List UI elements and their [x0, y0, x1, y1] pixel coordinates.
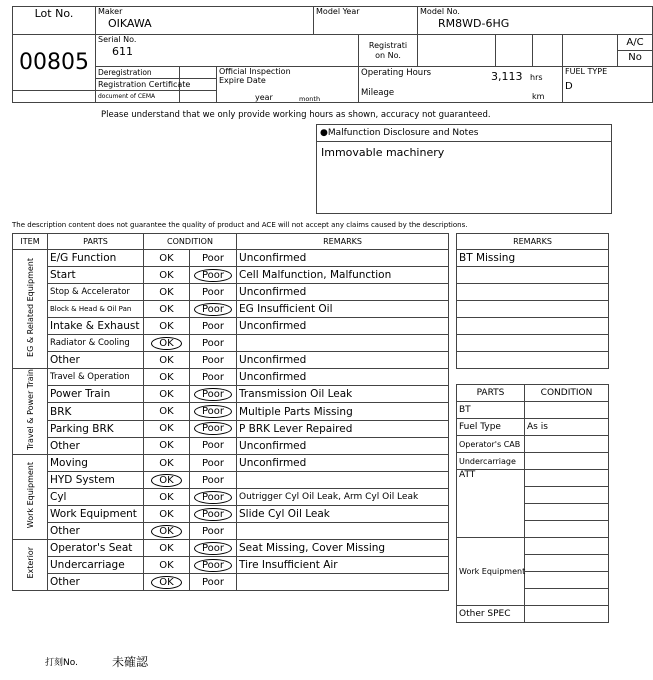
ok-label: OK [159, 303, 174, 315]
pc-att-value-2 [525, 487, 609, 504]
inspection-row [13, 455, 449, 472]
part-cell: HYD System [48, 472, 144, 489]
poor-cell [190, 250, 237, 267]
item-header: ITEM [13, 234, 48, 250]
remark-cell: Unconfirmed [237, 369, 449, 386]
registration-cell-1 [418, 35, 496, 67]
poor-cell [190, 335, 237, 352]
deregistration-value-cell [180, 67, 217, 79]
pc-part-cell: BT [457, 402, 525, 419]
ok-cell [144, 472, 190, 489]
part-cell: Start [48, 267, 144, 284]
poor-label: Poor [201, 252, 225, 264]
poor-cell [190, 472, 237, 489]
malfunction-title: ●Malfunction Disclosure and Notes [317, 125, 611, 142]
part-cell: Parking BRK [48, 420, 144, 437]
remark-cell: Unconfirmed [237, 352, 449, 369]
part-cell: Intake & Exhaust [48, 318, 144, 335]
inspection-row [13, 540, 449, 557]
part-cell: Operator's Seat [48, 540, 144, 557]
ok-label: OK [159, 491, 174, 503]
ok-cell [144, 352, 190, 369]
inspection-row [13, 437, 449, 454]
remark-cell: Cell Malfunction, Malfunction [237, 267, 449, 284]
malfunction-text: Immovable machinery [321, 146, 445, 159]
cema-value-cell [180, 91, 217, 103]
part-cell: Travel & Operation [48, 369, 144, 386]
parts-condition-table [456, 384, 609, 623]
ok-label: OK [151, 474, 181, 487]
ok-label: OK [159, 269, 174, 281]
lot-value: 00805 [19, 50, 89, 75]
part-cell: Moving [48, 455, 144, 472]
year-label: year [255, 93, 273, 102]
poor-label: Poor [201, 286, 225, 298]
part-cell: Other [48, 574, 144, 591]
poor-label: Poor [194, 508, 232, 521]
operating-hours-value: 3,113 [491, 70, 523, 83]
inspection-row [13, 386, 449, 403]
maker-value: OIKAWA [108, 17, 152, 30]
model-no-cell [418, 7, 653, 35]
poor-cell [190, 267, 237, 284]
category-cell [13, 455, 48, 540]
inspection-row [13, 250, 449, 267]
fuel-type-cell [563, 67, 653, 103]
pc-condition-cell [525, 453, 609, 470]
side-remarks-header: REMARKS [457, 234, 609, 250]
model-year-cell [314, 7, 418, 35]
poor-label: Poor [194, 269, 232, 282]
ok-label: OK [159, 406, 174, 417]
side-remarks-table [456, 233, 609, 369]
mileage-label: Mileage [361, 88, 395, 98]
inspection-table [12, 233, 449, 591]
remark-cell [237, 335, 449, 352]
poor-label: Poor [194, 491, 232, 504]
ok-cell [144, 557, 190, 574]
ok-cell [144, 335, 190, 352]
side-remark-cell: BT Missing [457, 250, 609, 267]
pc-condition-cell [525, 436, 609, 453]
pc-work-equipment-cell: Work Equipment [457, 538, 525, 606]
poor-label: Poor [201, 371, 225, 383]
poor-label: Poor [201, 525, 225, 537]
remark-cell: Unconfirmed [237, 318, 449, 335]
remark-cell [237, 574, 449, 591]
category-label: Work Equipment [25, 461, 35, 529]
inspection-row [13, 574, 449, 591]
part-cell: Undercarriage [48, 557, 144, 574]
registration-label-cell [359, 35, 418, 67]
pc-att-value-1 [525, 470, 609, 487]
pc-we-value-4 [525, 589, 609, 606]
part-cell: Block & Head & Oil Pan [48, 301, 144, 318]
ac-cell [618, 35, 653, 67]
side-remark-cell [457, 318, 609, 335]
ok-cell [144, 250, 190, 267]
remark-cell: Unconfirmed [237, 455, 449, 472]
malfunction-box [316, 124, 612, 214]
poor-label: Poor [201, 474, 225, 486]
ok-label: OK [159, 354, 174, 366]
ok-label: OK [159, 320, 174, 332]
inspection-row [13, 335, 449, 352]
ok-label: OK [159, 542, 174, 554]
deregistration-cell [96, 67, 180, 79]
poor-label: Poor [201, 440, 225, 452]
poor-label: Poor [194, 542, 232, 555]
poor-cell [190, 403, 237, 420]
model-no-value: RM8WD-6HG [438, 17, 510, 30]
poor-cell [190, 506, 237, 523]
pc-part-cell: Fuel Type [457, 419, 525, 436]
stamp-label: 打刻No. [45, 658, 78, 668]
pc-condition-cell [525, 402, 609, 419]
deregistration-label: Deregistration [98, 68, 152, 77]
inspection-row [13, 523, 449, 540]
disclaimer-text: The description content does not guarantee the quality of product and ACE will not accept any claims caused by the descriptions. [12, 221, 468, 229]
category-label: Exterior [25, 547, 35, 579]
poor-cell [190, 420, 237, 437]
ac-value: No [628, 52, 642, 63]
part-cell: Radiator & Cooling [48, 335, 144, 352]
ok-label: OK [159, 423, 174, 435]
ok-cell [144, 369, 190, 386]
inspection-cell [217, 67, 359, 103]
lot-value-cell [13, 35, 96, 91]
month-label: month [299, 95, 321, 103]
part-cell: Cyl [48, 489, 144, 506]
category-label: EG & Related Equipment [25, 257, 35, 357]
poor-cell [190, 386, 237, 403]
remarks-header: REMARKS [237, 234, 449, 250]
remark-cell: Transmission Oil Leak [237, 386, 449, 403]
ok-cell [144, 523, 190, 540]
registration-cell-3 [533, 35, 563, 67]
poor-cell [190, 557, 237, 574]
poor-label: Poor [201, 576, 225, 588]
ok-cell [144, 284, 190, 301]
part-cell: Stop & Accelerator [48, 284, 144, 301]
remark-cell: EG Insufficient Oil [237, 301, 449, 318]
pc-att-value-4 [525, 521, 609, 538]
maker-cell [96, 7, 314, 35]
notice-text: Please understand that we only provide working hours as shown, accuracy not guaranteed. [101, 110, 491, 120]
pc-other-spec-value [525, 606, 609, 623]
remark-cell: Unconfirmed [237, 437, 449, 454]
ok-cell [144, 437, 190, 454]
pc-part-cell: Undercarriage [457, 453, 525, 470]
remark-cell: Outrigger Cyl Oil Leak, Arm Cyl Oil Leak [237, 489, 449, 506]
remark-cell: Slide Cyl Oil Leak [237, 506, 449, 523]
inspection-row [13, 472, 449, 489]
remark-cell: P BRK Lever Repaired [237, 420, 449, 437]
part-cell: Work Equipment [48, 506, 144, 523]
remark-cell [237, 523, 449, 540]
poor-cell [190, 369, 237, 386]
poor-cell [190, 574, 237, 591]
part-cell: Other [48, 437, 144, 454]
condition-header: CONDITION [144, 234, 237, 250]
poor-cell [190, 489, 237, 506]
side-remark-cell [457, 267, 609, 284]
ok-label: OK [151, 337, 181, 350]
poor-label: Poor [201, 337, 225, 349]
remark-cell [237, 472, 449, 489]
poor-cell [190, 352, 237, 369]
poor-label: Poor [194, 303, 232, 316]
inspection-row [13, 301, 449, 318]
inspection-row [13, 403, 449, 420]
poor-label: Poor [194, 422, 232, 435]
poor-cell [190, 455, 237, 472]
inspection-row [13, 420, 449, 437]
pc-other-spec-cell: Other SPEC [457, 606, 525, 623]
inspection-row [13, 369, 449, 386]
inspection-label-2: Expire Date [219, 76, 266, 85]
inspection-row [13, 506, 449, 523]
side-remark-cell [457, 335, 609, 352]
category-cell [13, 369, 48, 455]
fuel-type-label: FUEL TYPE [565, 67, 608, 76]
pc-we-value-1 [525, 538, 609, 555]
lot-bottom-cell [13, 91, 96, 103]
pc-condition-header: CONDITION [525, 385, 609, 402]
operating-hours-label: Operating Hours [361, 68, 432, 78]
side-remark-cell [457, 352, 609, 369]
hrs-label: hrs [530, 73, 543, 82]
poor-cell [190, 284, 237, 301]
part-cell: Other [48, 352, 144, 369]
remark-cell: Unconfirmed [237, 250, 449, 267]
pc-part-cell: Operator's CAB [457, 436, 525, 453]
poor-label: Poor [194, 559, 232, 572]
ok-label: OK [159, 559, 174, 571]
ok-cell [144, 267, 190, 284]
cema-cell [96, 91, 180, 103]
remark-cell: Multiple Parts Missing [237, 403, 449, 420]
registration-label-2: on No. [375, 50, 401, 60]
model-no-label: Model No. [420, 7, 460, 16]
ok-label: OK [151, 576, 181, 589]
ok-label: OK [159, 440, 174, 452]
poor-cell [190, 318, 237, 335]
side-remark-cell [457, 284, 609, 301]
pc-we-value-2 [525, 555, 609, 572]
poor-label: Poor [194, 405, 232, 418]
ok-label: OK [159, 252, 174, 264]
ok-label: OK [151, 525, 181, 538]
poor-label: Poor [194, 388, 232, 401]
stamp-value: 未確認 [112, 655, 149, 669]
registration-cell-2 [496, 35, 533, 67]
poor-label: Poor [201, 320, 225, 332]
registration-cell-4 [563, 35, 618, 67]
serial-value: 611 [112, 45, 133, 58]
poor-cell [190, 301, 237, 318]
ok-label: OK [159, 388, 174, 400]
inspection-row [13, 557, 449, 574]
ac-label: A/C [618, 36, 652, 51]
ok-cell [144, 506, 190, 523]
pc-we-value-3 [525, 572, 609, 589]
pc-att-cell: ATT [457, 470, 525, 538]
parts-header: PARTS [48, 234, 144, 250]
poor-cell [190, 540, 237, 557]
inspection-row [13, 489, 449, 506]
inspection-row [13, 318, 449, 335]
remark-cell: Seat Missing, Cover Missing [237, 540, 449, 557]
remark-cell: Unconfirmed [237, 284, 449, 301]
inspection-label-1: Official Inspection [219, 67, 291, 76]
registration-label-1: Registrati [368, 40, 408, 50]
cema-label: document of CEMA [98, 93, 156, 100]
remark-cell: Tire Insufficient Air [237, 557, 449, 574]
serial-label: Serial No. [98, 35, 137, 44]
ok-cell [144, 318, 190, 335]
lot-label-cell [13, 7, 96, 35]
poor-cell [190, 523, 237, 540]
ok-cell [144, 489, 190, 506]
part-cell: Power Train [48, 386, 144, 403]
serial-cell [96, 35, 359, 67]
side-remark-cell [457, 301, 609, 318]
ok-cell [144, 455, 190, 472]
fuel-type-value: D [565, 81, 573, 92]
ok-cell [144, 574, 190, 591]
registration-certificate-cell [96, 79, 191, 91]
ok-cell [144, 403, 190, 420]
ok-cell [144, 540, 190, 557]
ok-label: OK [159, 457, 174, 469]
pc-parts-header: PARTS [457, 385, 525, 402]
ok-cell [144, 420, 190, 437]
poor-cell [190, 437, 237, 454]
pc-condition-cell: As is [525, 419, 609, 436]
poor-label: Poor [201, 457, 225, 469]
header-table [12, 6, 653, 103]
maker-label: Maker [98, 7, 123, 16]
ok-label: OK [159, 371, 174, 383]
part-cell: Other [48, 523, 144, 540]
inspection-row [13, 284, 449, 301]
ok-label: OK [159, 286, 174, 298]
inspection-row [13, 267, 449, 284]
lot-label: Lot No. [34, 7, 74, 20]
pc-att-value-3 [525, 504, 609, 521]
part-cell: BRK [48, 403, 144, 420]
inspection-row [13, 352, 449, 369]
category-label: Travel & Power Train [25, 369, 35, 451]
km-label: km [532, 92, 545, 101]
model-year-label: Model Year [316, 7, 360, 16]
category-cell [13, 540, 48, 591]
poor-label: Poor [201, 354, 225, 366]
ok-label: OK [159, 508, 174, 520]
ok-cell [144, 386, 190, 403]
part-cell: E/G Function [48, 250, 144, 267]
registration-certificate-label: Registration Certificate [98, 80, 191, 89]
category-cell [13, 250, 48, 369]
ok-cell [144, 301, 190, 318]
operating-cell [359, 67, 563, 103]
